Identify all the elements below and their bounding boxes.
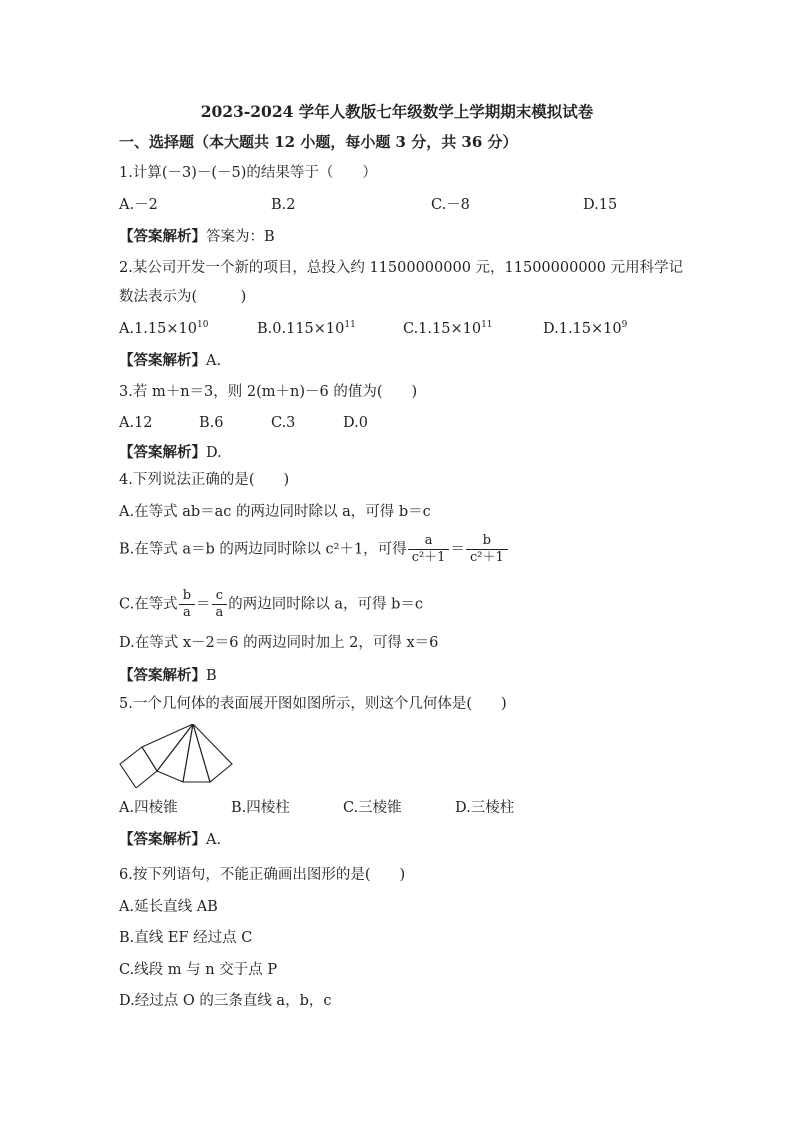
q4-answer-text: B [206, 668, 217, 684]
net-face-4 [193, 724, 232, 782]
q6-option-b: B.直线 EF 经过点 C [119, 930, 253, 946]
fraction-numerator: a [408, 533, 450, 550]
q4-option-c-prefix: C.在等式 [119, 596, 178, 613]
q1-option-c: C.－8 [431, 197, 470, 213]
question-2-stem-line1: 2.某公司开发一个新的项目，总投入约 11500000000 元，11500000000 元用科学记 [119, 260, 684, 276]
q6-option-d: D.经过点 O 的三条直线 a，b，c [119, 993, 332, 1009]
question-2-stem-line2: 数法表示为( ) [119, 289, 247, 305]
fraction-denominator: a [215, 605, 224, 620]
q1-answer-text: 答案为：B [206, 229, 275, 245]
q4-option-b-fraction-2 [466, 533, 508, 566]
fraction-denominator: a [182, 605, 191, 620]
q4-option-c-fraction-1 [179, 588, 195, 621]
fraction-denominator: c²＋1 [469, 550, 504, 565]
q6-option-c: C.线段 m 与 n 交于点 P [119, 962, 278, 978]
answer-tag: 【答案解析】 [119, 228, 206, 245]
q2-option-b-base: B.0.115×10 [257, 321, 345, 337]
q2-option-a-base: A.1.15×10 [119, 321, 197, 337]
section-heading: 一、选择题（本大题共 12 小题，每小题 3 分，共 36 分） [119, 133, 518, 151]
q5-option-c: C.三棱锥 [343, 800, 402, 816]
q3-answer [119, 443, 222, 463]
answer-tag: 【答案解析】 [119, 444, 206, 461]
q3-option-a: A.12 [119, 415, 153, 431]
q4-option-b-prefix: B.在等式 a＝b 的两边同时除以 c²＋1，可得 [119, 541, 407, 558]
question-3-stem: 3.若 m＋n＝3，则 2(m＋n)－6 的值为( ) [119, 384, 418, 400]
equals-sign: ＝ [450, 541, 465, 558]
q2-option-b-exponent: 11 [344, 320, 356, 330]
q2-option-d-base: D.1.15×10 [543, 321, 622, 337]
q6-option-a: A.延长直线 AB [119, 899, 218, 915]
q5-option-b: B.四棱柱 [231, 800, 290, 816]
fraction-numerator: c [212, 588, 228, 605]
q4-option-c-fraction-2 [212, 588, 228, 621]
q3-option-b: B.6 [199, 415, 224, 431]
q2-option-b [257, 319, 356, 339]
q3-answer-text: D. [206, 445, 222, 461]
q4-option-c [119, 588, 423, 621]
q2-option-d-exponent: 9 [621, 320, 628, 330]
q5-answer [119, 830, 221, 850]
q5-answer-text: A. [206, 832, 222, 848]
q4-answer [119, 666, 217, 686]
q2-option-c-base: C.1.15×10 [403, 321, 482, 337]
question-5-stem: 5.一个几何体的表面展开图如图所示，则这个几何体是( ) [119, 696, 507, 712]
net-face-3 [183, 724, 210, 782]
question-1-stem: 1.计算(－3)－(－5)的结果等于（ ） [119, 165, 377, 181]
q3-option-d: D.0 [343, 415, 368, 431]
q2-answer-text: A. [206, 353, 222, 369]
q1-option-b: B.2 [271, 197, 296, 213]
q2-option-a-exponent: 10 [196, 320, 209, 330]
answer-tag: 【答案解析】 [119, 667, 206, 684]
q5-option-a: A.四棱锥 [119, 800, 178, 816]
exam-title: 2023-2024 学年人教版七年级数学上学期期末模拟试卷 [200, 102, 594, 121]
q2-answer [119, 351, 221, 371]
q4-option-a: A.在等式 ab＝ac 的两边同时除以 a，可得 b＝c [119, 504, 431, 520]
q2-option-c [403, 319, 493, 339]
question-6-stem: 6.按下列语句，不能正确画出图形的是( ) [119, 867, 406, 883]
q3-option-c: C.3 [271, 415, 296, 431]
q5-option-d: D.三棱柱 [455, 800, 515, 816]
q2-option-d [543, 319, 627, 339]
q4-option-d: D.在等式 x－2＝6 的两边同时加上 2，可得 x＝6 [119, 635, 439, 651]
fraction-numerator: b [179, 588, 195, 605]
answer-tag: 【答案解析】 [119, 831, 206, 848]
net-base-square [120, 747, 157, 788]
q2-option-c-exponent: 11 [481, 320, 493, 330]
q2-option-a [119, 319, 208, 339]
pyramid-net-figure [119, 724, 239, 788]
q1-option-d: D.15 [583, 197, 618, 213]
fraction-numerator: b [466, 533, 508, 550]
equals-sign: ＝ [196, 596, 211, 613]
q1-option-a: A.－2 [119, 197, 158, 213]
q4-option-b-fraction-1 [408, 533, 450, 566]
question-4-stem: 4.下列说法正确的是( ) [119, 472, 290, 488]
q4-option-c-suffix: 的两边同时除以 a，可得 b＝c [228, 596, 424, 613]
answer-tag: 【答案解析】 [119, 352, 206, 369]
net-face-1 [142, 724, 193, 771]
q1-answer [119, 227, 275, 247]
q4-option-b [119, 533, 509, 566]
fraction-denominator: c²＋1 [411, 550, 446, 565]
